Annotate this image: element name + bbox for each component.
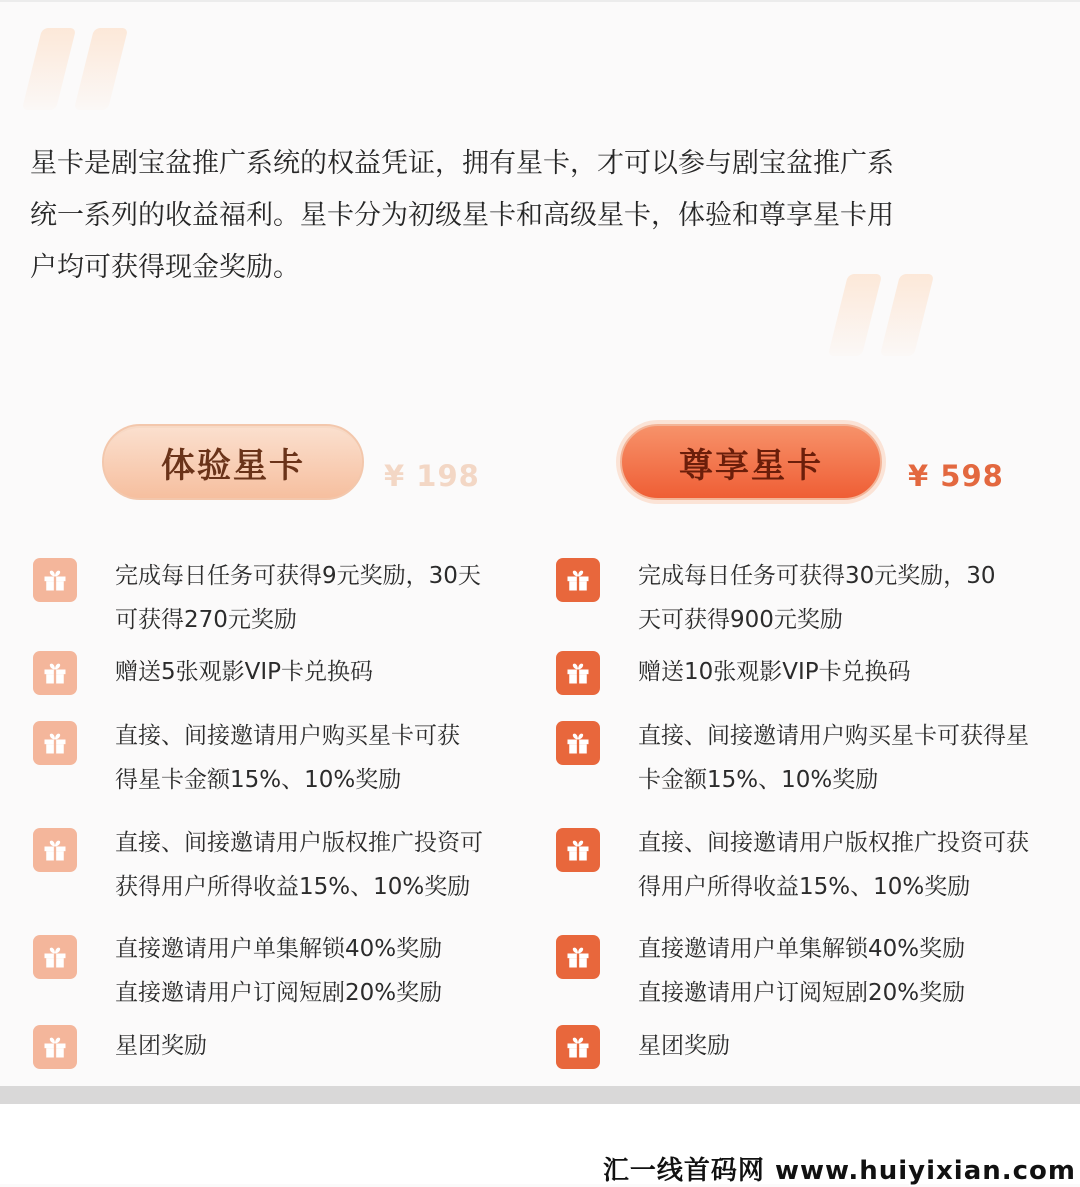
gift-icon [33, 828, 77, 872]
premium-card-price: ¥ 598 [908, 459, 1004, 493]
feature-line: 星团奖励 [638, 1033, 730, 1059]
feature-line: 可获得270元奖励 [115, 607, 297, 633]
gift-icon [556, 935, 600, 979]
feature-line: 直接、间接邀请用户购买星卡可获得星 [638, 723, 1029, 749]
feature-line: 赠送10张观影VIP卡兑换码 [638, 659, 911, 685]
gift-icon [556, 1025, 600, 1069]
gift-icon [33, 721, 77, 765]
intro-line: 户均可获得现金奖励。 [30, 252, 300, 283]
gift-icon [556, 828, 600, 872]
trial-feature-item [115, 714, 535, 802]
gift-icon [33, 651, 77, 695]
gift-icon [556, 651, 600, 695]
gift-icon [33, 558, 77, 602]
premium-feature-item [638, 650, 1068, 694]
feature-line: 得用户所得收益15%、10%奖励 [638, 874, 971, 900]
gift-icon [33, 935, 77, 979]
feature-line: 完成每日任务可获得9元奖励，30天 [115, 563, 481, 589]
premium-feature-item [638, 821, 1068, 909]
feature-line: 直接邀请用户订阅短剧20%奖励 [115, 980, 443, 1006]
feature-line: 赠送5张观影VIP卡兑换码 [115, 659, 374, 685]
intro-line: 星卡是剧宝盆推广系统的权益凭证，拥有星卡，才可以参与剧宝盆推广系 [30, 148, 894, 179]
feature-line: 直接、间接邀请用户版权推广投资可 [115, 830, 483, 856]
premium-feature-item [638, 554, 1068, 642]
trial-feature-item [115, 927, 535, 1015]
feature-line: 直接、间接邀请用户版权推广投资可获 [638, 830, 1029, 856]
quote-decoration-top [20, 24, 140, 114]
premium-feature-item [638, 927, 1068, 1015]
feature-line: 直接、间接邀请用户购买星卡可获 [115, 723, 460, 749]
feature-line: 直接邀请用户单集解锁40%奖励 [638, 936, 966, 962]
trial-feature-item [115, 650, 535, 694]
premium-feature-item [638, 714, 1068, 802]
top-divider [0, 0, 1080, 2]
trial-feature-item [115, 1024, 535, 1068]
intro-paragraph [30, 138, 990, 294]
footer-divider [0, 1086, 1080, 1104]
feature-line: 直接邀请用户单集解锁40%奖励 [115, 936, 443, 962]
premium-feature-item [638, 1024, 1068, 1068]
feature-line: 得星卡金额15%、10%奖励 [115, 767, 402, 793]
trial-card-price: ¥ 198 [384, 459, 480, 493]
trial-card-button[interactable]: 体验星卡 [102, 424, 364, 500]
gift-icon [556, 558, 600, 602]
feature-line: 天可获得900元奖励 [638, 607, 843, 633]
intro-line: 统一系列的收益福利。星卡分为初级星卡和高级星卡，体验和尊享星卡用 [30, 200, 894, 231]
feature-line: 完成每日任务可获得30元奖励，30 [638, 563, 996, 589]
feature-line: 直接邀请用户订阅短剧20%奖励 [638, 980, 966, 1006]
trial-feature-item [115, 821, 535, 909]
feature-line: 获得用户所得收益15%、10%奖励 [115, 874, 471, 900]
gift-icon [33, 1025, 77, 1069]
site-watermark: 汇一线首码网 www.huiyixian.com [602, 1156, 1076, 1186]
gift-icon [556, 721, 600, 765]
feature-line: 星团奖励 [115, 1033, 207, 1059]
feature-line: 卡金额15%、10%奖励 [638, 767, 879, 793]
trial-feature-item [115, 554, 535, 642]
premium-card-button[interactable]: 尊享星卡 [620, 424, 882, 500]
